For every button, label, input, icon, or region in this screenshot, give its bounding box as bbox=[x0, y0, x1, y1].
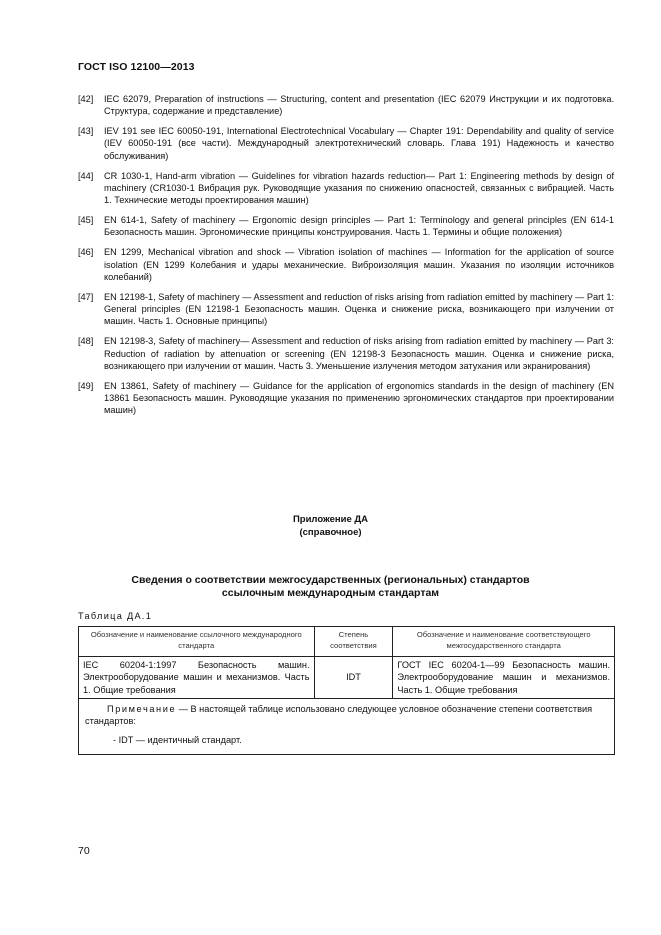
note-body: — В настоящей таблице использовано следующее условное обозначение степени соответствия стандартов: bbox=[85, 703, 593, 727]
table-row bbox=[79, 657, 615, 699]
note-item: - IDT — идентичный стандарт. bbox=[113, 734, 242, 745]
table-note bbox=[79, 698, 615, 755]
correspondence-table bbox=[78, 626, 615, 755]
reference-item bbox=[78, 335, 614, 372]
reference-text: EN 13861, Safety of machinery — Guidance for the application of ergonomics standards in the design of machinery (EN 13861 Безопасность машин. Руководящие указания по применению эргономических стандартов при проектировании машин) bbox=[104, 380, 614, 416]
table-header-row bbox=[79, 627, 615, 657]
reference-number: [43] bbox=[78, 126, 94, 137]
cell-degree: IDT bbox=[314, 657, 393, 699]
reference-item bbox=[78, 93, 614, 118]
reference-item bbox=[78, 170, 614, 207]
header-degree: Степень соответствия bbox=[314, 627, 393, 657]
table-caption: Таблица ДА.1 bbox=[78, 611, 153, 621]
reference-text: CR 1030-1, Hand-arm vibration — Guidelines for vibration hazards reduction— Part 1: Engineering methods by design of machinery (CR1030-1 Вибрация рук. Руководящие указания по снижению опасностей, связанных с вибрацией. Часть 1. Технические методы проектирования машин) bbox=[104, 170, 614, 206]
reference-item bbox=[78, 291, 614, 328]
reference-number: [42] bbox=[78, 94, 94, 104]
annex-title-line-2: ссылочным международным стандартам bbox=[221, 587, 440, 599]
reference-item bbox=[78, 214, 614, 239]
header-international-standard: Обозначение и наименование ссылочного международного стандарта bbox=[79, 627, 315, 657]
cell-interstate-standard: ГОСТ IEC 60204-1—99 Безопасность машин. Электрооборудование машин и механизмов. Часть 1. Общие требования bbox=[393, 657, 615, 699]
annex-kind: (справочное) bbox=[299, 527, 362, 538]
annex-name: Приложение ДА bbox=[292, 514, 369, 525]
reference-number: [46] bbox=[78, 247, 94, 258]
page-number: 70 bbox=[78, 845, 90, 857]
note-text bbox=[85, 703, 608, 728]
reference-text: EN 1299, Mechanical vibration and shock — Vibration isolation of machines — Information for the application of source isolation (EN 1299 Колебания и удары механические. Виброизоляция машин. Указания по изоляции источников колебаний) bbox=[104, 247, 614, 282]
cell-international-standard: IEC 60204-1:1997 Безопасность машин. Электрооборудование машин и механизмов. Часть 1. Общие требования bbox=[79, 657, 315, 699]
annex-title-line-1: Сведения о соответствии межгосударственных (региональных) стандартов bbox=[131, 574, 530, 586]
document-header: ГОСТ ISO 12100—2013 bbox=[78, 61, 195, 73]
reference-text: EN 12198-3, Safety of machinery— Assessment and reduction of risks arising from radiation emitted by machinery — Part 3: Reduction of radiation by attenuation or screening (EN 12198-3 Безопасность машин. Оценка и снижение риска, возникающего при излучении от машин. Часть 3. Уменьшение излучения методом затухания или экранирования) bbox=[104, 336, 614, 371]
reference-number: [45] bbox=[78, 215, 94, 226]
header-interstate-standard: Обозначение и наименование соответствующего межгосударственного стандарта bbox=[393, 627, 615, 657]
reference-number: [48] bbox=[78, 336, 94, 347]
reference-text: IEV 191 see IEC 60050-191, International Electrotechnical Vocabulary — Chapter 191: Dependability and quality of service (IEV 60050-191 (все части). Международный электротехнический словарь. Глава 191) Надежность и качество обслуживания) bbox=[104, 126, 614, 161]
reference-number: [44] bbox=[78, 170, 94, 181]
reference-number: [49] bbox=[78, 380, 94, 391]
reference-text: EN 12198-1, Safety of machinery — Assessment and reduction of risks arising from radiation emitted by machinery — Part 1: General principles (EN 12198-1 Безопасность машин. Оценка и снижение риска, возникающего при излучении от машин. Часть 1. Основные принципы) bbox=[104, 291, 614, 327]
reference-item bbox=[78, 246, 614, 283]
reference-text: IEC 62079, Preparation of instructions — Structuring, content and presentation (IEC 62079 Инструкции и их подготовка. Структура, содержание и представление) bbox=[104, 94, 614, 117]
reference-item bbox=[78, 380, 614, 417]
reference-number: [47] bbox=[78, 291, 94, 302]
references-list bbox=[78, 93, 614, 424]
table-note-row bbox=[79, 698, 615, 755]
note-label: Примечание bbox=[107, 703, 177, 714]
reference-item bbox=[78, 125, 614, 162]
reference-text: EN 614-1, Safety of machinery — Ergonomic design principles — Part 1: Terminology and general principles (EN 614-1 Безопасность машин. Эргономические принципы конструирования. Часть 1. Термины и общие положения) bbox=[104, 215, 614, 238]
